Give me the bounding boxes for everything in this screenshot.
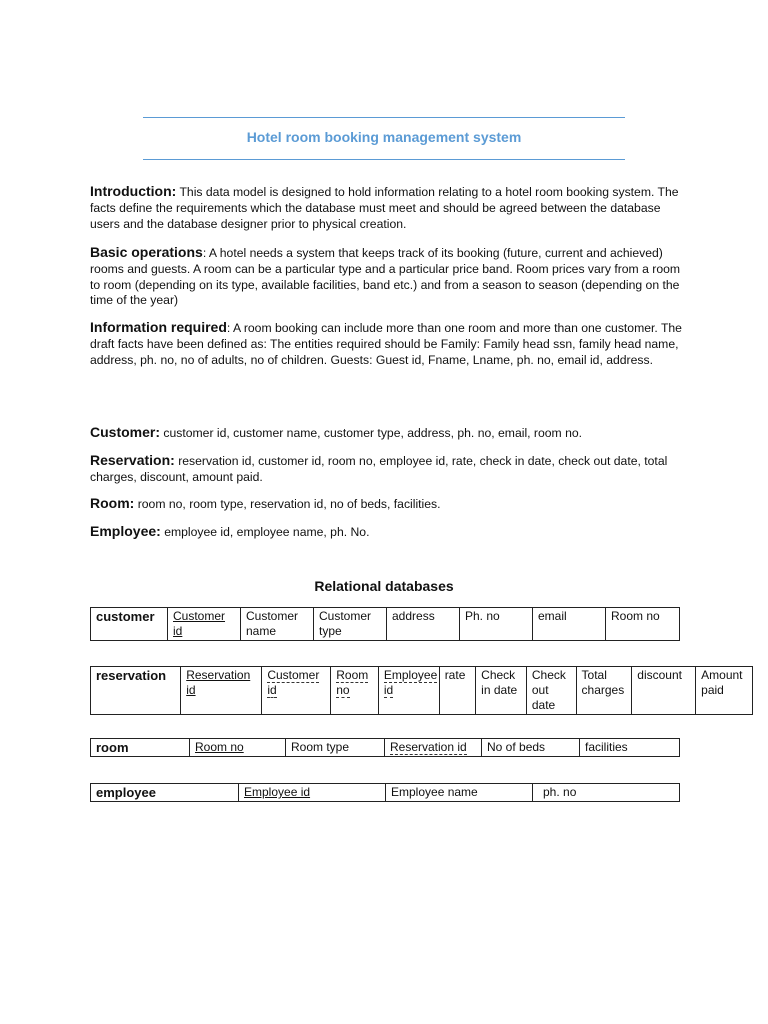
column-cell bbox=[385, 739, 482, 757]
column-cell bbox=[262, 667, 331, 715]
column-cell: Customer type bbox=[314, 608, 387, 641]
basic-operations-text: : A hotel needs a system that keeps track of its booking (future, current and achieved) rooms and guests. A room can be a particular type and a particular price band. Room prices vary from a room to room (depending on its type, available facilities, band etc.) and from a season to season (depending on the time of the year) bbox=[90, 246, 681, 308]
column-cell: Customer name bbox=[241, 608, 314, 641]
column-cell bbox=[378, 667, 439, 715]
column-cell bbox=[181, 667, 262, 715]
column-cell: Room type bbox=[286, 739, 385, 757]
entity-room-attributes: room no, room type, reservation id, no of beds, facilities. bbox=[134, 497, 441, 511]
column-cell: discount bbox=[632, 667, 696, 715]
column-cell bbox=[239, 784, 386, 802]
table-row bbox=[91, 739, 680, 757]
foreign-key: Room no bbox=[336, 668, 369, 697]
table-name-cell: reservation bbox=[91, 667, 181, 715]
information-required-text: : A room booking can include more than one room and more than one customer. The draft facts have been defined as: The entities required should be Family: Family head ssn, family head name, address, ph. no, no of adults, no of children. Guests: Guest id, Fname, Lname, ph. no, email id, address. bbox=[90, 321, 682, 367]
primary-key: Reservation id bbox=[186, 668, 251, 697]
table-name-cell: customer bbox=[91, 608, 168, 641]
table-row bbox=[91, 784, 680, 802]
column-cell: ph. no bbox=[533, 784, 680, 802]
column-cell: No of beds bbox=[482, 739, 580, 757]
column-cell: Room no bbox=[606, 608, 680, 641]
entity-reservation-label: Reservation: bbox=[90, 452, 175, 468]
title-top-rule bbox=[143, 117, 625, 118]
introduction-label: Introduction: bbox=[90, 183, 177, 199]
introduction-text: This data model is designed to hold information relating to a hotel room booking system. The facts define the requirements which the database must meet and should be agreed between the database users and the database designer prior to physical creation. bbox=[90, 185, 679, 231]
basic-operations-paragraph bbox=[90, 245, 690, 309]
room-table bbox=[90, 738, 680, 757]
table-row bbox=[91, 667, 753, 715]
column-cell: Total charges bbox=[576, 667, 632, 715]
entity-customer bbox=[90, 425, 690, 442]
entity-employee-attributes: employee id, employee name, ph. No. bbox=[160, 525, 370, 539]
foreign-key: Customer id bbox=[267, 668, 320, 697]
entity-employee-label: Employee: bbox=[90, 523, 161, 539]
column-cell: Amount paid bbox=[696, 667, 753, 715]
entity-employee bbox=[90, 524, 690, 541]
foreign-key: Reservation id bbox=[390, 740, 467, 754]
column-cell bbox=[168, 608, 241, 641]
column-cell: Check out date bbox=[526, 667, 576, 715]
column-cell bbox=[331, 667, 379, 715]
relational-databases-heading: Relational databases bbox=[314, 578, 454, 594]
column-cell: email bbox=[533, 608, 606, 641]
entity-reservation bbox=[90, 453, 690, 486]
entity-reservation-attributes: reservation id, customer id, room no, employee id, rate, check in date, check out date, total charges, discount, amount paid. bbox=[90, 454, 668, 484]
information-required-label: Information required bbox=[90, 319, 227, 335]
column-cell: Employee name bbox=[386, 784, 533, 802]
basic-operations-label: Basic operations bbox=[90, 244, 203, 260]
table-row bbox=[91, 608, 680, 641]
primary-key: Customer id bbox=[173, 609, 226, 638]
column-cell: Ph. no bbox=[460, 608, 533, 641]
table-name-cell: employee bbox=[91, 784, 239, 802]
column-cell: Check in date bbox=[476, 667, 527, 715]
reservation-table bbox=[90, 666, 753, 715]
entity-room-label: Room: bbox=[90, 495, 135, 511]
introduction-paragraph bbox=[90, 184, 690, 232]
column-cell bbox=[190, 739, 286, 757]
entity-room bbox=[90, 496, 690, 513]
column-cell: facilities bbox=[580, 739, 680, 757]
entity-customer-label: Customer: bbox=[90, 424, 161, 440]
primary-key: Room no bbox=[195, 740, 244, 754]
information-required-paragraph bbox=[90, 320, 690, 368]
foreign-key: Employee id bbox=[383, 668, 438, 697]
column-cell: rate bbox=[439, 667, 475, 715]
title-bottom-rule bbox=[143, 159, 625, 160]
customer-table bbox=[90, 607, 680, 641]
entity-customer-attributes: customer id, customer name, customer type, address, ph. no, email, room no. bbox=[160, 426, 583, 440]
document-title: Hotel room booking management system bbox=[246, 129, 522, 145]
column-cell: address bbox=[387, 608, 460, 641]
employee-table bbox=[90, 783, 680, 802]
table-name-cell: room bbox=[91, 739, 190, 757]
primary-key: Employee id bbox=[244, 785, 311, 799]
